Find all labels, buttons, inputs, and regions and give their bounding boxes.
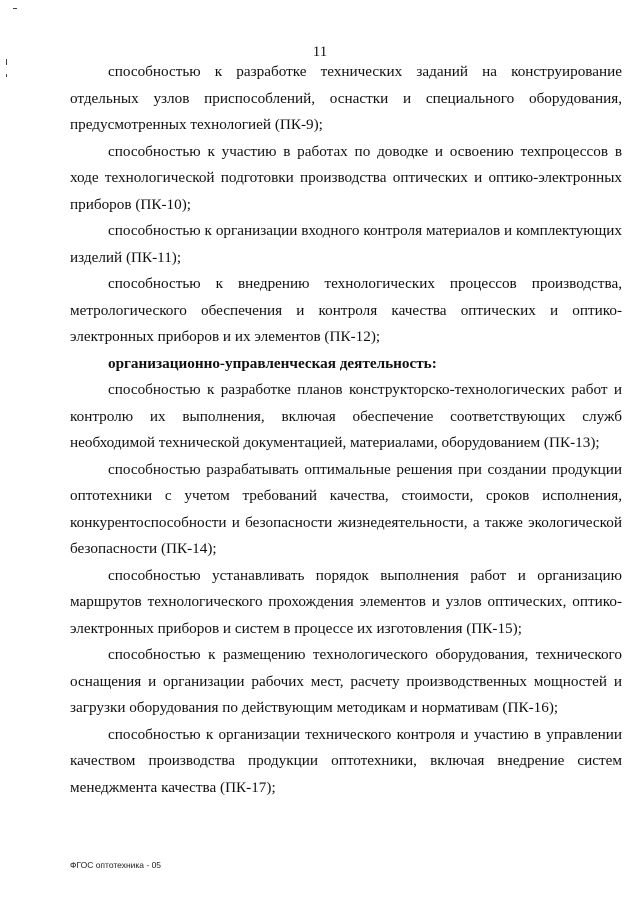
section-heading: организационно-управленческая деятельность: — [108, 354, 437, 372]
competency-pk11: способностью к организации входного контроля материалов и комплектующих изделий (ПК-11); — [70, 222, 622, 266]
competency-pk16: способностью к размещению технологического оборудования, технического оснащения и организации рабочих мест, расчету производственных мощностей и загрузки оборудования по действующим методикам и нормативам (ПК-16); — [70, 646, 622, 716]
page-footer: ФГОС оптотехника - 05 — [70, 860, 162, 870]
competency-pk14: способностью разрабатывать оптимальные решения при создании продукции оптотехники с учетом требований качества, стоимости, сроков исполнения, конкурентоспособности и безопасности жизнедеятельности, а также экологической безопасности (ПК-14); — [70, 460, 622, 557]
competency-pk10: способностью к участию в работах по доводке и освоению техпроцессов в ходе технологической подготовки производства оптических и оптико-электронных приборов (ПК-10); — [70, 142, 622, 213]
page-number: 11 — [312, 44, 328, 60]
competency-pk17: способностью к организации технического контроля и участию в управлении качеством производства продукции оптотехники, включая внедрение систем менеджмента качества (ПК-17); — [70, 725, 622, 796]
competency-pk9: способностью к разработке технических заданий на конструирование отдельных узлов приспособлений, оснастки и специального оборудования, предусмотренных технологией (ПК-9); — [70, 63, 622, 133]
competency-pk13: способностью к разработке планов конструкторско-технологических работ и контролю их выполнения, включая обеспечение соответствующих служб необходимой технической документацией, материалами, оборудованием (ПК-13); — [70, 381, 622, 451]
document-body — [70, 59, 622, 801]
competency-pk12: способностью к внедрению технологических процессов производства, метрологического обеспечения и контроля качества оптических и оптико-электронных приборов и их элементов (ПК-12); — [70, 275, 622, 345]
scan-edge-mark — [13, 8, 17, 9]
scan-edge-mark — [6, 74, 7, 77]
competency-pk15: способностью устанавливать порядок выполнения работ и организацию маршрутов технологического прохождения элементов и узлов оптических, оптико-электронных приборов и систем в процессе их изготовления (ПК-15); — [70, 566, 622, 637]
